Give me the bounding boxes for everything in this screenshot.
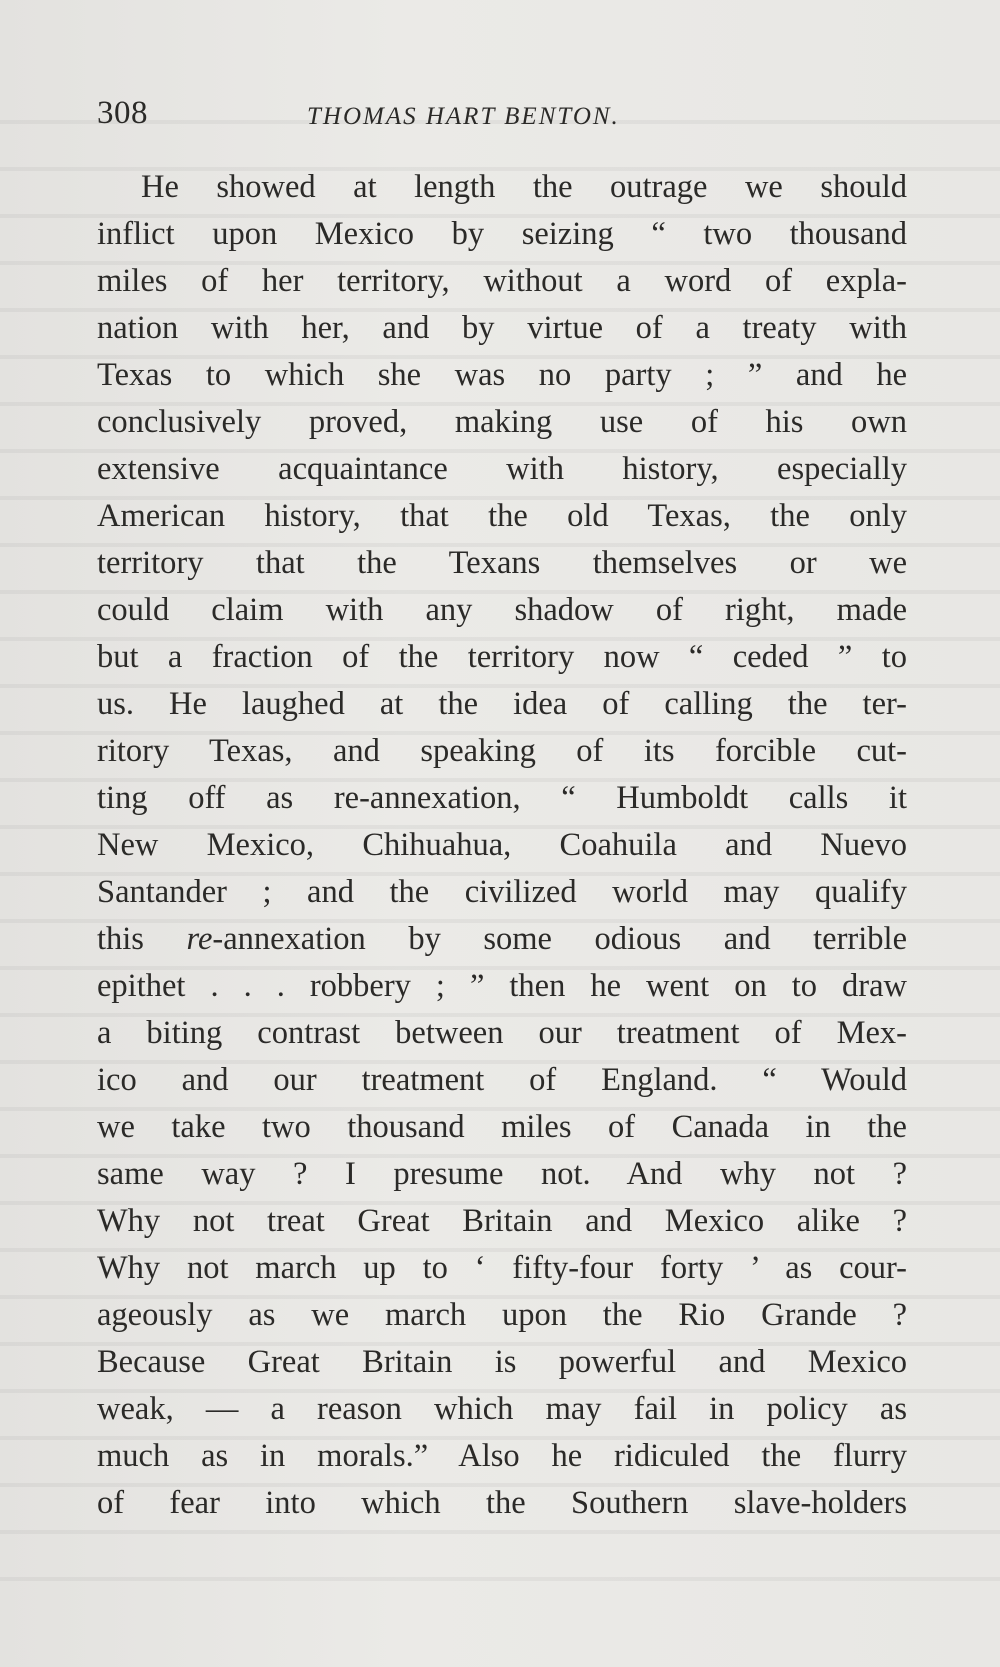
text-line: ageously as we march upon the Rio Grande ? (97, 1297, 907, 1333)
text-line: Texas to which she was no party ; ” and he (97, 357, 907, 393)
text-line: much as in morals.” Also he ridiculed the flurry (97, 1438, 907, 1474)
text-line: Santander ; and the civilized world may qualify (97, 874, 907, 910)
text-line: miles of her territory, without a word of expla- (97, 263, 907, 299)
text-segment: -annexation by some odious and terrible (212, 921, 907, 957)
text-line: us. He laughed at the idea of calling the ter- (97, 686, 907, 722)
text-line: weak, — a reason which may fail in policy as (97, 1391, 907, 1427)
body-text (97, 164, 907, 1527)
text-line: Why not march up to ‘ fifty-four forty ’ as cour- (97, 1250, 907, 1286)
text-line: nation with her, and by virtue of a treaty with (97, 310, 907, 346)
running-head: THOMAS HART BENTON. (307, 103, 620, 130)
text-line: inflict upon Mexico by seizing “ two thousand (97, 216, 907, 252)
text-line: ico and our treatment of England. “ Would (97, 1062, 907, 1098)
text-line: American history, that the old Texas, the only (97, 498, 907, 534)
text-segment: this (97, 921, 187, 957)
text-line: territory that the Texans themselves or we (97, 545, 907, 581)
page-number: 308 (97, 95, 148, 131)
text-line: conclusively proved, making use of his own (97, 404, 907, 440)
text-line: epithet . . . robbery ; ” then he went on to draw (97, 968, 907, 1004)
text-line: but a fraction of the territory now “ ceded ” to (97, 639, 907, 675)
text-line: could claim with any shadow of right, made (97, 592, 907, 628)
text-line: Why not treat Great Britain and Mexico alike ? (97, 1203, 907, 1239)
text-line: ting off as re-annexation, “ Humboldt calls it (97, 780, 907, 816)
text-line: New Mexico, Chihuahua, Coahuila and Nuevo (97, 827, 907, 863)
text-line: we take two thousand miles of Canada in the (97, 1109, 907, 1145)
page-header (97, 95, 907, 145)
text-line: He showed at length the outrage we should (141, 169, 907, 205)
text-line (97, 916, 907, 963)
text-line: of fear into which the Southern slave-holders (97, 1485, 907, 1521)
text-line: ritory Texas, and speaking of its forcible cut- (97, 733, 907, 769)
text-line: a biting contrast between our treatment of Mex- (97, 1015, 907, 1051)
text-line: Because Great Britain is powerful and Mexico (97, 1344, 907, 1380)
italic-prefix: re (186, 921, 213, 957)
text-line: extensive acquaintance with history, especially (97, 451, 907, 487)
text-line: same way ? I presume not. And why not ? (97, 1156, 907, 1192)
